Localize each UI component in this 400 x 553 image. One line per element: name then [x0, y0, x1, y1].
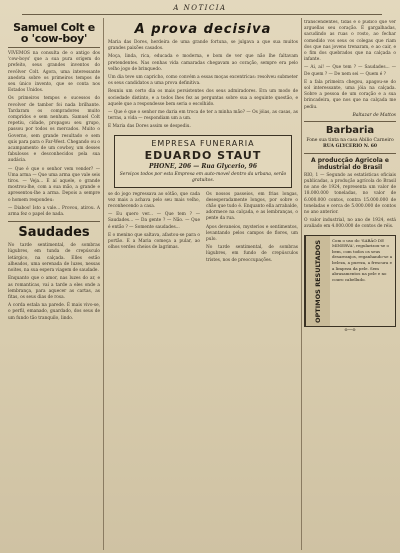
article-paragraph: E o menino que saltava, afastou-se para o portão. E a Maria começa a pular, ao olhos verdes cheios de lagrimas. — [108, 232, 200, 251]
continuation-right — [206, 192, 298, 266]
article-paragraph: Reuniu um certo dia os mais persistentes dos seus admiradores. Era um modo de sociedade distinto, e a todos lhes fez as perguntas sobre sua a seguinte questão, e aquele que a respondesse bem seria o escolhido. — [108, 89, 298, 107]
article-paragraph: Apos devaneios, mysterios e sentimentos, levantando pelos campos de flores, um pulo. — [206, 224, 298, 243]
article-paragraph: — Ai, ai! — Que tem ? — Saudades... — De quem ? — De nem sei — Quem é ? — [304, 65, 396, 77]
header-rule — [22, 14, 382, 15]
author-signature: Baltazar de Mattos — [352, 112, 396, 118]
funeral-advertisement — [114, 135, 292, 188]
barbaria-address: RUA GLYCERIO N. 60 — [323, 143, 377, 149]
barbaria-note: Fone sua tinta na casa Abilio Carneiro — [306, 137, 394, 143]
column-left — [8, 20, 100, 550]
column-right — [304, 20, 396, 550]
article-continuation — [108, 192, 298, 266]
article-paragraph: Um dia teve um capricho, como convém a essas moças excentricas: resolveu submeter os seus candidatos a uma prova definitiva. — [108, 75, 298, 87]
article-paragraph: Enquanto que o amor, nas luzes do ar, e as romanticas, vai a tarde a eles onde a lembrança, para aquecer as cartas, as fitas, os seus dias de rosa. — [8, 276, 100, 300]
article-paragraph: RIO, 1 — Segundo as estatísticas oficiais publicadas, a produção agrícola do Brasil no ano de 1924, representa um valor de 18.000.000 toneladas, no valor de 6.000.000 contos, contra 15.000.000 de toneladas e cerca de 5.000.000 de contos no ano anterior. — [304, 172, 396, 216]
advert-box-text: Com o uso do 'SABÃO DE MINERVA', regularizou-se o bem, com todos os seus desarranjos, reganhando-se a beleza, a pureza, a frescura e a limpeza da pele. Sem abrasamentos na pele e no couro cabelludo. — [332, 237, 393, 282]
divider — [8, 47, 100, 48]
advert-box — [304, 235, 396, 327]
article-paragraph: — Eu quero ver... — Que tem ? — Saudades... — Da gente ? — Não. — Que é então ? — Somente saudades... — [108, 212, 200, 230]
ad-company: EMPRESA FUNERARIA — [151, 138, 255, 148]
column-divider — [103, 18, 104, 550]
continuation-left — [108, 192, 200, 266]
article-paragraph: VIVEMOS na consulta de o antigo dos 'cow-boys' que a sua pura origem do prefeito, seus grandes inventos do revólver Colt. Agora, uma interessante anedota sobre os primeiros tempos de seu único invento, que se conta nos Estados Unidos. — [8, 51, 100, 94]
article-paragraph: No tarde sentimental, de sombras lúgubres, em fundo de crepúsculos tristes, nos de preoccupações. — [206, 245, 298, 263]
ad-note: Serviços todos por esta Empresa em auto-movel dentro da urbana, serão gratuitos. — [119, 171, 287, 183]
article-paragraph: Moça, linda, rica, educada e moderna, e bom de ver que não lhe faltavam pretendentes. Nas cenhas vida camaradas chegavam ao coração, sempre era pelo velho jogo de brinquedo. — [108, 54, 298, 72]
article-paragraph: No tarde sentimental, de sombras lúgubres, em tunda de crepúsculo letárgico, na calçada. Elles estão alheados, uma serenada de luzes, nessas noites, na sua espera viagem de saudade. — [8, 243, 100, 274]
article-paragraph: O valor industrial, no ano de 1924, está avaliado em 4.000.000 de contos de réis. — [304, 218, 396, 230]
ad-name: EDUARDO STAUT — [144, 148, 262, 162]
divider — [304, 121, 396, 122]
article-paragraph: Maria das Dores, herdeira de uma grande fortuna, se julgava a que sua muitos grandes paixões casados. — [108, 40, 298, 52]
article-paragraph: se do jogo regressava ao sótão, que cada vez mais a achava pelo seu mais velho, reconhecendo a casa. — [108, 191, 200, 210]
article-paragraph: E Maria das Dores assim se despediu. — [108, 124, 191, 130]
ad-contact: PHONE, 206 — Rua Glycerio, 96 — [149, 162, 257, 170]
article-paragraph: — Que é que o senhor me daria em troca de ter a minha mão? — Os jóias, as casas, as terras, a vida — respondiam um a um. — [108, 110, 298, 122]
article-paragraph: Os nossos passeios, em frias longas, desesperadamente longos, por sobre o chão que tudo é. Enquanto ella arrabalde, adormece na calçada, e as lembranças, o pente da rua. — [206, 191, 298, 222]
divider — [304, 153, 396, 154]
article-paragraph: A corda estala na parede. É mais vivo-se, o perfil, emanado, guardado, dos seus de um fundo tão tranquilo, lindo. — [8, 303, 100, 321]
article-paragraph: — Que é que o senhor vem vender? — Uma arma — Que uma arma que vale seis tiros. — Veja... E aí aquele, o grande mostrou-lhe, com a sua mão, a grande e apresentou-lhe a arma. Depois a sempre o homem respondeu: — [8, 166, 100, 203]
article-title-saudades: Saudades — [18, 225, 90, 241]
divider — [8, 221, 100, 222]
column-divider — [301, 18, 302, 550]
article-paragraph: — Diabos! Isto a vale... Provou, atirou. A arma fez o papel de nada. — [8, 205, 100, 218]
page-header: A NOTICIA — [173, 4, 227, 12]
production-heading: A producção Agricola e industrial do Brasil — [311, 156, 389, 171]
article-title-samuel-colt: Samuel Colt e o 'cow-boy' — [13, 21, 95, 45]
end-mark: o—o — [344, 326, 356, 333]
section-title-barbaria: Barbaria — [325, 124, 375, 136]
article-paragraph: transcendentes, tidas e o púdico que ver arguellas seu coração. É gargalhadas, sacudindo as ruas o rosto, ao fechar comedido vos seus os colegas que riam dos que nas jovens trenaram, e ao cair, e o fim dos quebrados que na calçada o infante. — [304, 20, 396, 63]
advert-box-label: OPTIMOS RESULTADOS — [305, 236, 330, 326]
column-middle — [108, 20, 298, 550]
article-paragraph: E a fala primeira chegou, apagou-se do sol interessante, uma jóia na calçada. Sobre a pessoa de um coração e a sua brincadeira, que nos que na calçada me pediu. — [304, 79, 396, 110]
article-paragraph: Os primeiros tempos e sucessos do revolver de tambor foi nada brilhante. Tardaram os compradores muito compridos e sem nenhum. Samuel Colt repetiu, cidade, propagou seu grupo, passou por todos os mercados. Muito o Governo, sem grande resultado e sem quis para para o Far-West. Chegando ou o acampamento de um cowboy, um desses fabulosos e desconhecidos pela sua audácia. — [8, 96, 100, 164]
article-title-prova-decisiva: A prova decisiva — [134, 22, 272, 37]
